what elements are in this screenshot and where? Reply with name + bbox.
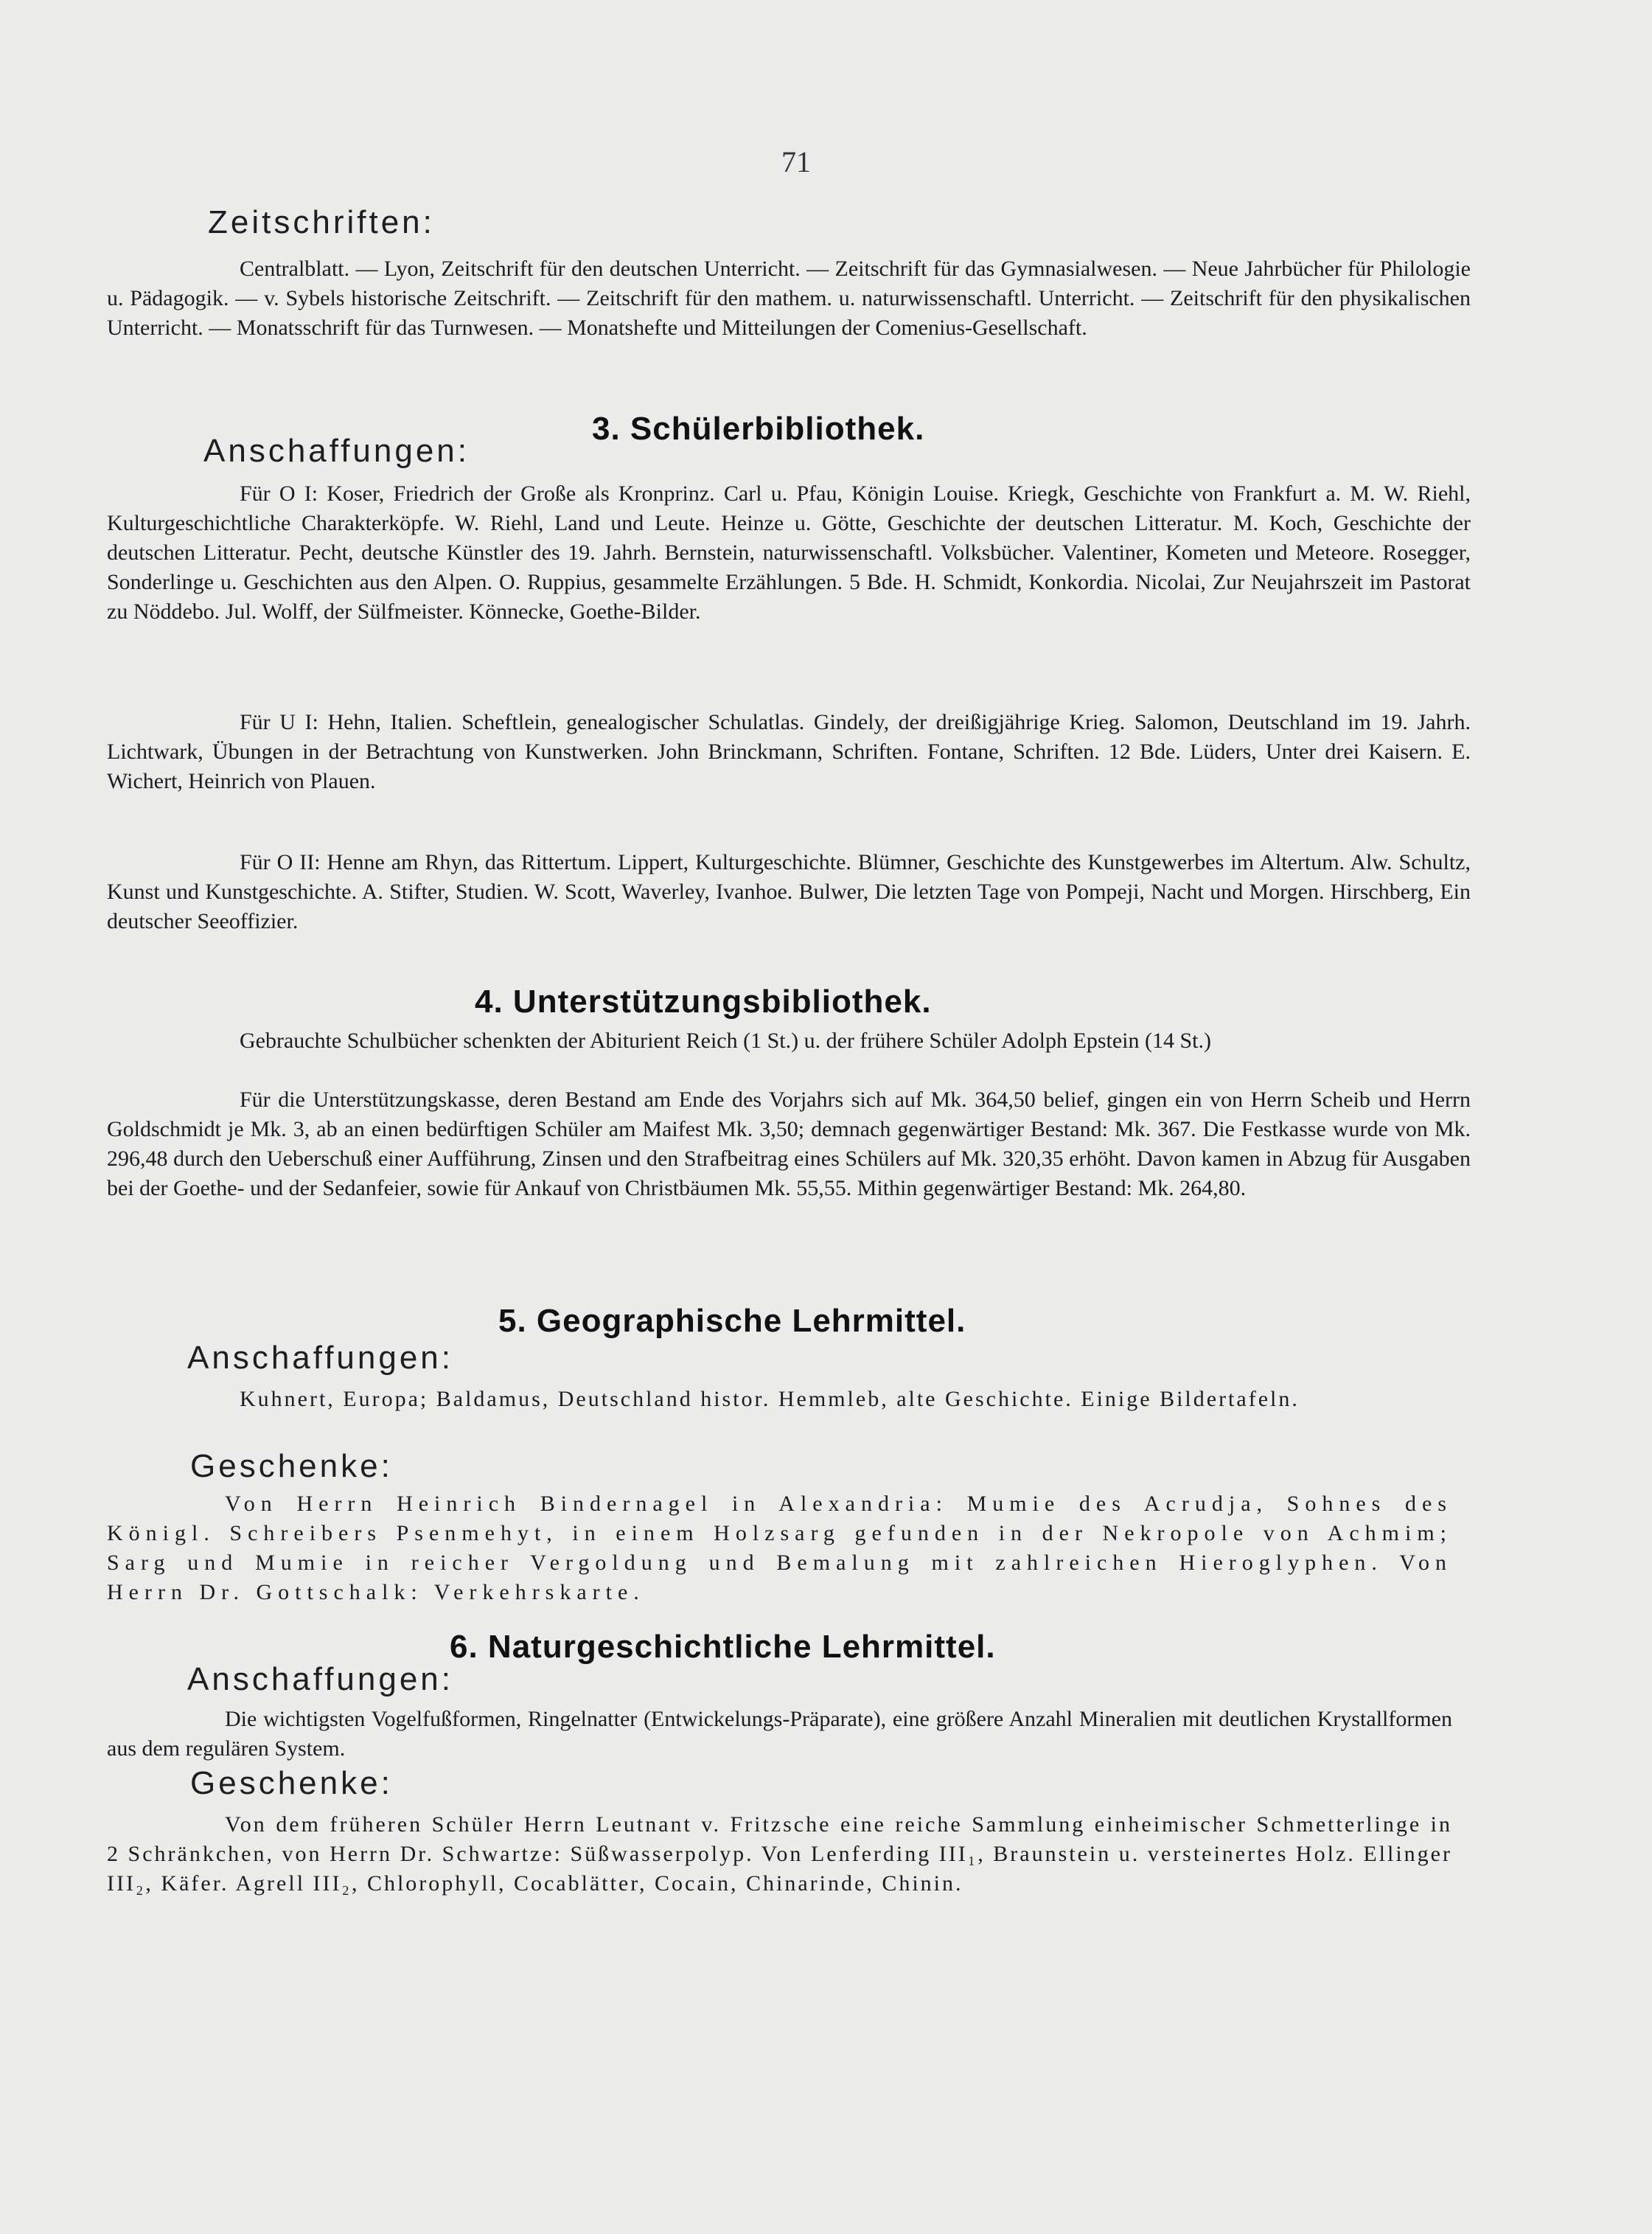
unterstuetzung-p2	[107, 1085, 1471, 1203]
geographie-geschenke	[107, 1489, 1452, 1607]
schuelerbibliothek-o1-text: Für O I: Koser, Friedrich der Große als Kronprinz. Carl u. Pfau, Königin Louise. Kriegk, Geschichte von Frankfurt a. M. W. Riehl, Kulturgeschichtliche Charakterköpfe. W. Riehl, Land und Leute. Heinze u. Götte, Geschichte der deutschen Litteratur. M. Koch, Geschichte der deutschen Litteratur. Pecht, deutsche Künstler des 19. Jahrh. Bernstein, naturwissenschaftl. Volksbücher. Valentiner, Kometen und Meteore. Rosegger, Sonderlinge u. Geschichten aus den Alpen. O. Ruppius, gesammelte Erzählungen. 5 Bde. H. Schmidt, Konkordia. Nicolai, Zur Neujahrszeit im Pastorat zu Nöddebo. Jul. Wolff, der Sülfmeister. Könnecke, Goethe-Bilder.	[107, 481, 1471, 624]
section-title-geographie: 5. Geographische Lehrmittel.	[498, 1303, 966, 1339]
unterstuetzung-p1	[107, 1026, 1471, 1056]
section-title-unterstuetzung: 4. Unterstützungsbibliothek.	[475, 984, 932, 1020]
zeitschriften-text	[107, 254, 1471, 343]
schuelerbibliothek-o2-text: Für O II: Henne am Rhyn, das Rittertum. Lippert, Kulturgeschichte. Blümner, Geschichte des Kunstgewerbes im Altertum. Alw. Schultz, Kunst und Kunstgeschichte. A. Stifter, Studien. W. Scott, Waverley, Ivanhoe. Bulwer, Die letzten Tage von Pompeji, Nacht und Morgen. Hirschberg, Ein deutscher Seeoffizier.	[107, 850, 1471, 933]
naturgeschichte-geschenke-heading: Geschenke:	[190, 1765, 393, 1801]
naturgeschichte-anschaffungen-heading: Anschaffungen:	[187, 1661, 453, 1697]
section-title-schuelerbibliothek: 3. Schülerbibliothek.	[592, 411, 925, 447]
unterstuetzung-p1-text: Gebrauchte Schulbücher schenkten der Abiturient Reich (1 St.) u. der frühere Schüler Adolph Epstein (14 St.)	[240, 1029, 1211, 1053]
geographie-geschenke-heading: Geschenke:	[190, 1448, 393, 1484]
schuelerbibliothek-o2	[107, 848, 1471, 936]
section-title-naturgeschichte: 6. Naturgeschichtliche Lehrmittel.	[450, 1629, 996, 1665]
unterstuetzung-p2-text: Für die Unterstützungskasse, deren Bestand am Ende des Vorjahrs sich auf Mk. 364,50 belief, gingen ein von Herrn Scheib und Herrn Goldschmidt je Mk. 3, ab an einen bedürftigen Schüler am Maifest Mk. 3,50; demnach gegenwärtiger Bestand: Mk. 367. Die Festkasse wurde von Mk. 296,48 durch den Ueberschuß einer Aufführung, Zinsen und den Strafbeitrag eines Schülers auf Mk. 320,35 erhöht. Davon kamen in Abzug für Ausgaben bei der Goethe- und der Sedanfeier, sowie für Ankauf von Christbäumen Mk. 55,55. Mithin gegenwärtiger Bestand: Mk. 264,80.	[107, 1088, 1471, 1200]
geographie-anschaffungen	[107, 1385, 1452, 1414]
geographie-geschenke-text: Von Herrn Heinrich Bindernagel in Alexandria: Mumie des Acrudja, Sohnes des Königl. Schreibers Psenmehyt, in einem Holzsarg gefunden in der Nekropole von Achmim; Sarg und Mumie in reicher Vergoldung und Bemalung mit zahlreichen Hieroglyphen. Von Herrn Dr. Gottschalk: Verkehrskarte.	[107, 1492, 1452, 1604]
geographie-anschaffungen-heading: Anschaffungen:	[187, 1340, 453, 1376]
naturgeschichte-geschenke-text: Von dem früheren Schüler Herrn Leutnant v. Fritzsche eine reiche Sammlung einheimischer Schmetterlinge in 2 Schränkchen, von Herrn Dr. Schwartze: Süßwasserpolyp. Von Lenferding III₁, Braunstein u. versteinertes Holz. Ellinger III₂, Käfer. Agrell III₂, Chlorophyll, Cocablätter, Cocain, Chinarinde, Chinin.	[107, 1812, 1452, 1896]
zeitschriften-heading: Zeitschriften:	[208, 204, 435, 240]
geographie-anschaffungen-text: Kuhnert, Europa; Baldamus, Deutschland histor. Hemmleb, alte Geschichte. Einige Bildertafeln.	[240, 1387, 1300, 1411]
schuelerbibliothek-anschaffungen-heading: Anschaffungen:	[203, 433, 470, 469]
naturgeschichte-geschenke	[107, 1810, 1452, 1899]
page-number: 71	[781, 145, 811, 178]
zeitschriften-list: Centralblatt. — Lyon, Zeitschrift für den deutschen Unterricht. — Zeitschrift für das Gymnasialwesen. — Neue Jahrbücher für Philologie u. Pädagogik. — v. Sybels historische Zeitschrift. — Zeitschrift für den mathem. u. naturwissenschaftl. Unterricht. — Zeitschrift für den physikalischen Unterricht. — Monatsschrift für das Turnwesen. — Monatshefte und Mitteilungen der Comenius-Gesellschaft.	[107, 257, 1471, 340]
schuelerbibliothek-o1	[107, 479, 1471, 627]
naturgeschichte-anschaffungen-text: Die wichtigsten Vogelfußformen, Ringelnatter (Entwickelungs-Präparate), eine größere Anzahl Mineralien mit deutlichen Krystallformen aus dem regulären System.	[107, 1707, 1452, 1761]
schuelerbibliothek-u1-text: Für U I: Hehn, Italien. Scheftlein, genealogischer Schulatlas. Gindely, der dreißigjährige Krieg. Salomon, Deutschland im 19. Jahrh. Lichtwark, Übungen in der Betrachtung von Kunstwerken. John Brinckmann, Schriften. Fontane, Schriften. 12 Bde. Lüders, Unter drei Kaisern. E. Wichert, Heinrich von Plauen.	[107, 710, 1471, 793]
naturgeschichte-anschaffungen	[107, 1705, 1452, 1764]
schuelerbibliothek-u1	[107, 708, 1471, 796]
